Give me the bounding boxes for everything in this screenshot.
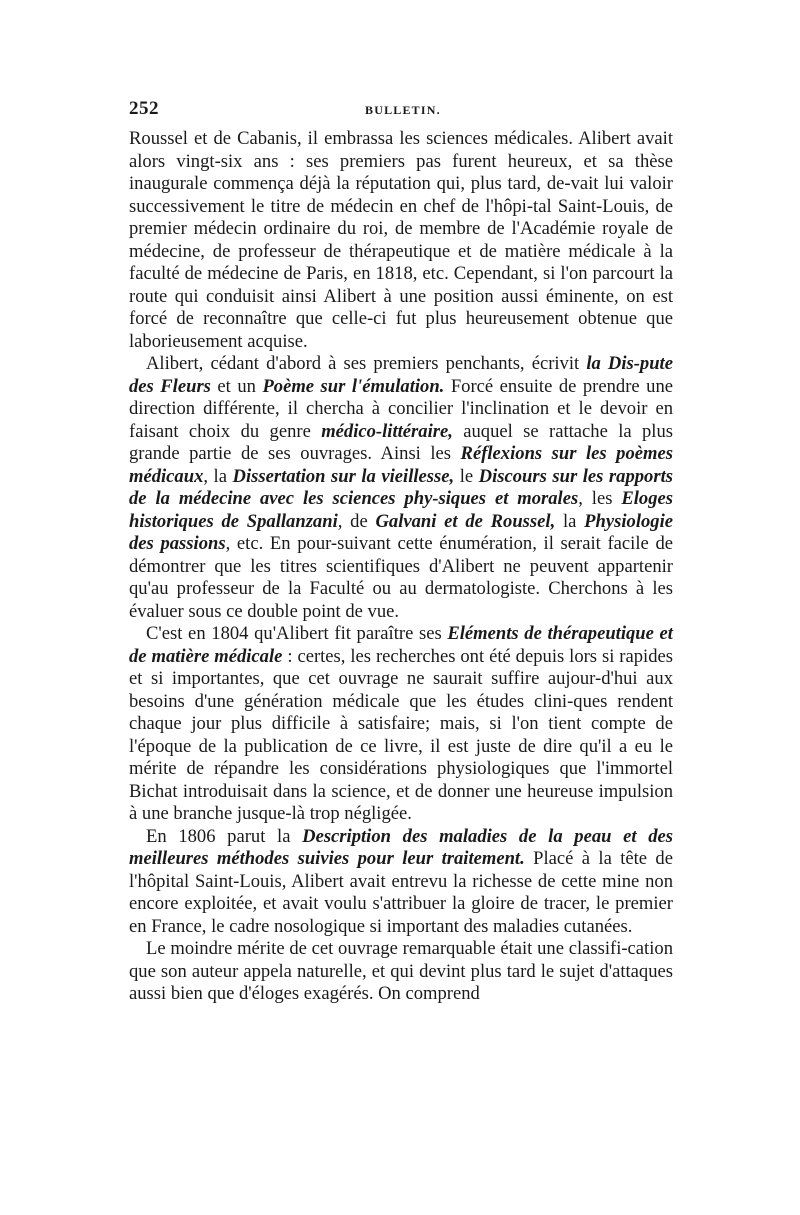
text-run: Le moindre mérite de cet ouvrage remarquable était une classifi-cation que son auteur appela naturelle, et qui devint plus tard le sujet d'attaques aussi bien que d'éloges exagérés. On comprend — [129, 938, 673, 1004]
text-run: , les — [578, 488, 622, 509]
paragraph — [129, 826, 673, 939]
body-text — [129, 128, 673, 1006]
italic-title: Discours sur les rapports de la médecine avec les sciences phy-siques et morales — [129, 465, 673, 509]
text-run: C'est en 1804 qu'Alibert fit paraître ses — [146, 623, 448, 644]
italic-title: Eléments de thérapeutique et de matière médicale — [129, 623, 673, 667]
text-run: , de — [337, 510, 376, 532]
italic-title: Galvani et de Roussel, — [375, 510, 556, 532]
text-run: Roussel et de Cabanis, il embrassa les sciences médicales. Alibert avait alors vingt-six ans : ses premiers pas furent heureux, et sa thèse inaugurale commença déjà la réputation qui, plus tard, de-vait lui valoir successivement le titre de médecin en chef de l'hôpi-tal Saint-Louis, de premier médecin ordinaire du roi, de membre de l'Académie royale de médecine, de professeur de thérapeutique et de matière médicale à la faculté de médecine de Paris, en 1818, etc. Cependant, si l'on parcourt la route qui conduisit ainsi Alibert à une position aussi éminente, on est forcé de reconnaître que celle-ci fut plus heureusement obtenue que laborieusement acquise. — [129, 128, 673, 352]
italic-title: Description des maladies de la peau et des meilleures méthodes suivies pour leur traitement. — [129, 825, 674, 869]
text-run: Alibert, cédant d'abord à ses premiers penchants, écrivit — [146, 353, 587, 374]
text-run: et un — [210, 375, 263, 397]
paragraph — [129, 623, 673, 826]
italic-title: médico-littéraire, — [321, 420, 453, 442]
italic-title: Physiologie des passions — [129, 510, 674, 554]
text-run: auquel se rattache la plus grande partie de ses ouvrages. Ainsi les — [129, 420, 673, 464]
italic-title: Poème sur l'émulation. — [262, 375, 445, 397]
text-run: Placé à la tête de l'hôpital Saint-Louis, Alibert avait entrevu la richesse de cette mine non encore exploitée, et avait voulu s'attribuer la gloire de tracer, le premier en France, le cadre nosologique si important des maladies cutanées. — [129, 848, 673, 937]
text-run: En 1806 parut la — [146, 825, 303, 847]
page-number: 252 — [129, 98, 159, 119]
paragraph — [129, 353, 673, 623]
text-run: , la — [203, 465, 233, 487]
text-run: , etc. En pour-suivant cette énumération, il serait facile de démontrer que les titres scientifiques d'Alibert ne peuvent appartenir qu'au professeur de la Faculté ou au dermatologiste. Cherchons à les évaluer sous ce double point de vue. — [129, 533, 673, 622]
paragraph — [129, 128, 673, 353]
text-run: : certes, les recherches ont été depuis lors si rapides et si importantes, que cet ouvrage ne saurait suffire aujour-d'hui aux besoins d'une génération médicale que les études clini-ques rendent chaque jour plus difficile à satisfaire; mais, si l'on tient compte de l'époque de la publication de ce livre, il est juste de dire qu'il a eu le mérite de répandre les considérations physiologiques que l'immortel Bichat introduisait dans la science, et de donner une heureuse impulsion à une branche jusque-là trop négligée. — [129, 645, 674, 824]
page-header — [129, 98, 673, 128]
document-page — [129, 98, 673, 1006]
running-head: BULLETIN. — [365, 103, 441, 117]
text-run: le — [454, 465, 479, 487]
italic-title: la Dis-pute des Fleurs — [129, 353, 673, 397]
italic-title: Réflexions sur les poèmes médicaux — [129, 443, 673, 487]
italic-title: Dissertation sur la vieillesse, — [232, 465, 455, 487]
text-run: la — [555, 510, 585, 532]
paragraph — [129, 938, 673, 1006]
text-run: Forcé ensuite de prendre une direction différente, il chercha à concilier l'inclination et le devoir en faisant choix du genre — [129, 375, 674, 442]
italic-title: Eloges historiques de Spallanzani — [129, 488, 673, 532]
